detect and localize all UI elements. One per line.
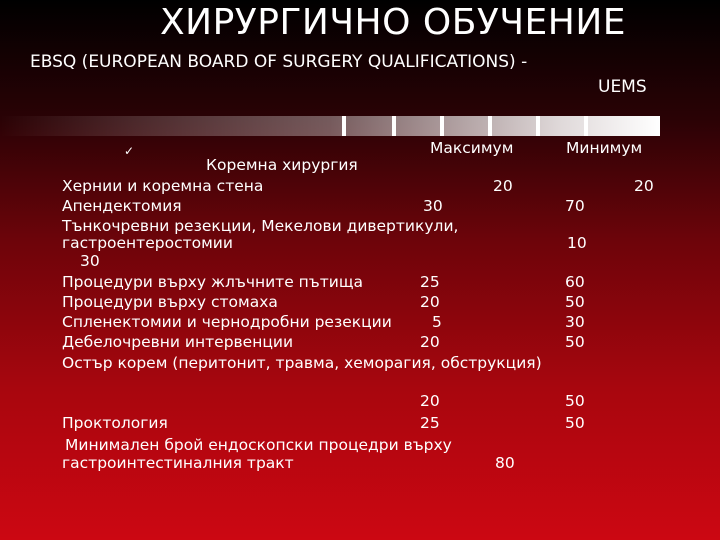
- row-min-appendectomy: 70: [565, 197, 585, 215]
- row-label-proctology: Проктология: [62, 414, 168, 432]
- section-heading: Коремна хирургия: [206, 156, 358, 174]
- bar-segment: [440, 116, 444, 136]
- bar-segment: [536, 116, 540, 136]
- row-min-stomach: 50: [565, 293, 585, 311]
- row-max-hernia: 20: [493, 177, 513, 195]
- check-icon: ✓: [124, 144, 135, 158]
- row-min-colon: 50: [565, 333, 585, 351]
- row-label-colon: Дебелочревни интервенции: [62, 333, 294, 351]
- header-min: Минимум: [566, 139, 643, 157]
- row-label-acute-abdomen: Остър корем (перитонит, травма, хеморагия, обструкция): [62, 354, 542, 372]
- row-min-spleen-liver: 30: [565, 313, 585, 331]
- row-label-small-bowel: Тънкочревни резекции, Мекелови дивертикули,: [62, 217, 459, 235]
- row-min-hernia: 20: [634, 177, 654, 195]
- row-label-endoscopy: Минимален брой ендоскопски процедри върху: [65, 436, 452, 454]
- bar-segment: [342, 116, 346, 136]
- row-max-proctology: 25: [420, 414, 440, 432]
- bar-segment: [392, 116, 396, 136]
- row-max-appendectomy: 30: [423, 197, 443, 215]
- decorative-bar: [0, 116, 660, 136]
- row-label-stomach: Процедури върху стомаха: [62, 293, 278, 311]
- row-label-spleen-liver: Спленектомии и чернодробни резекции: [62, 313, 392, 331]
- row-max-spleen-liver: 5: [432, 313, 442, 331]
- header-max: Максимум: [430, 139, 514, 157]
- bar-segment: [488, 116, 492, 136]
- row-label-biliary: Процедури върху жлъчните пътища: [62, 273, 363, 291]
- row-label-appendectomy: Апендектомия: [62, 197, 182, 215]
- row-label-hernia: Хернии и коремна стена: [62, 177, 264, 195]
- page-title: ХИРУРГИЧНО ОБУЧЕНИЕ: [160, 2, 627, 43]
- row-label-endoscopy-cont: гастроинтестиналния тракт: [62, 454, 294, 472]
- row-max-biliary: 25: [420, 273, 440, 291]
- row-min-acute-abdomen: 50: [565, 392, 585, 410]
- subtitle-continuation: UEMS: [598, 77, 647, 97]
- row-max-stomach: 20: [420, 293, 440, 311]
- bar-segment: [584, 116, 588, 136]
- subtitle: EBSQ (EUROPEAN BOARD OF SURGERY QUALIFICATIONS) -: [30, 52, 528, 72]
- row-max-small-bowel: 30: [80, 252, 100, 270]
- row-min-biliary: 60: [565, 273, 585, 291]
- row-max-colon: 20: [420, 333, 440, 351]
- row-value-endoscopy: 80: [495, 454, 515, 472]
- row-min-proctology: 50: [565, 414, 585, 432]
- row-label-small-bowel-cont: гастроентеростомии: [62, 234, 233, 252]
- row-max-acute-abdomen: 20: [420, 392, 440, 410]
- row-min-small-bowel: 10: [567, 234, 587, 252]
